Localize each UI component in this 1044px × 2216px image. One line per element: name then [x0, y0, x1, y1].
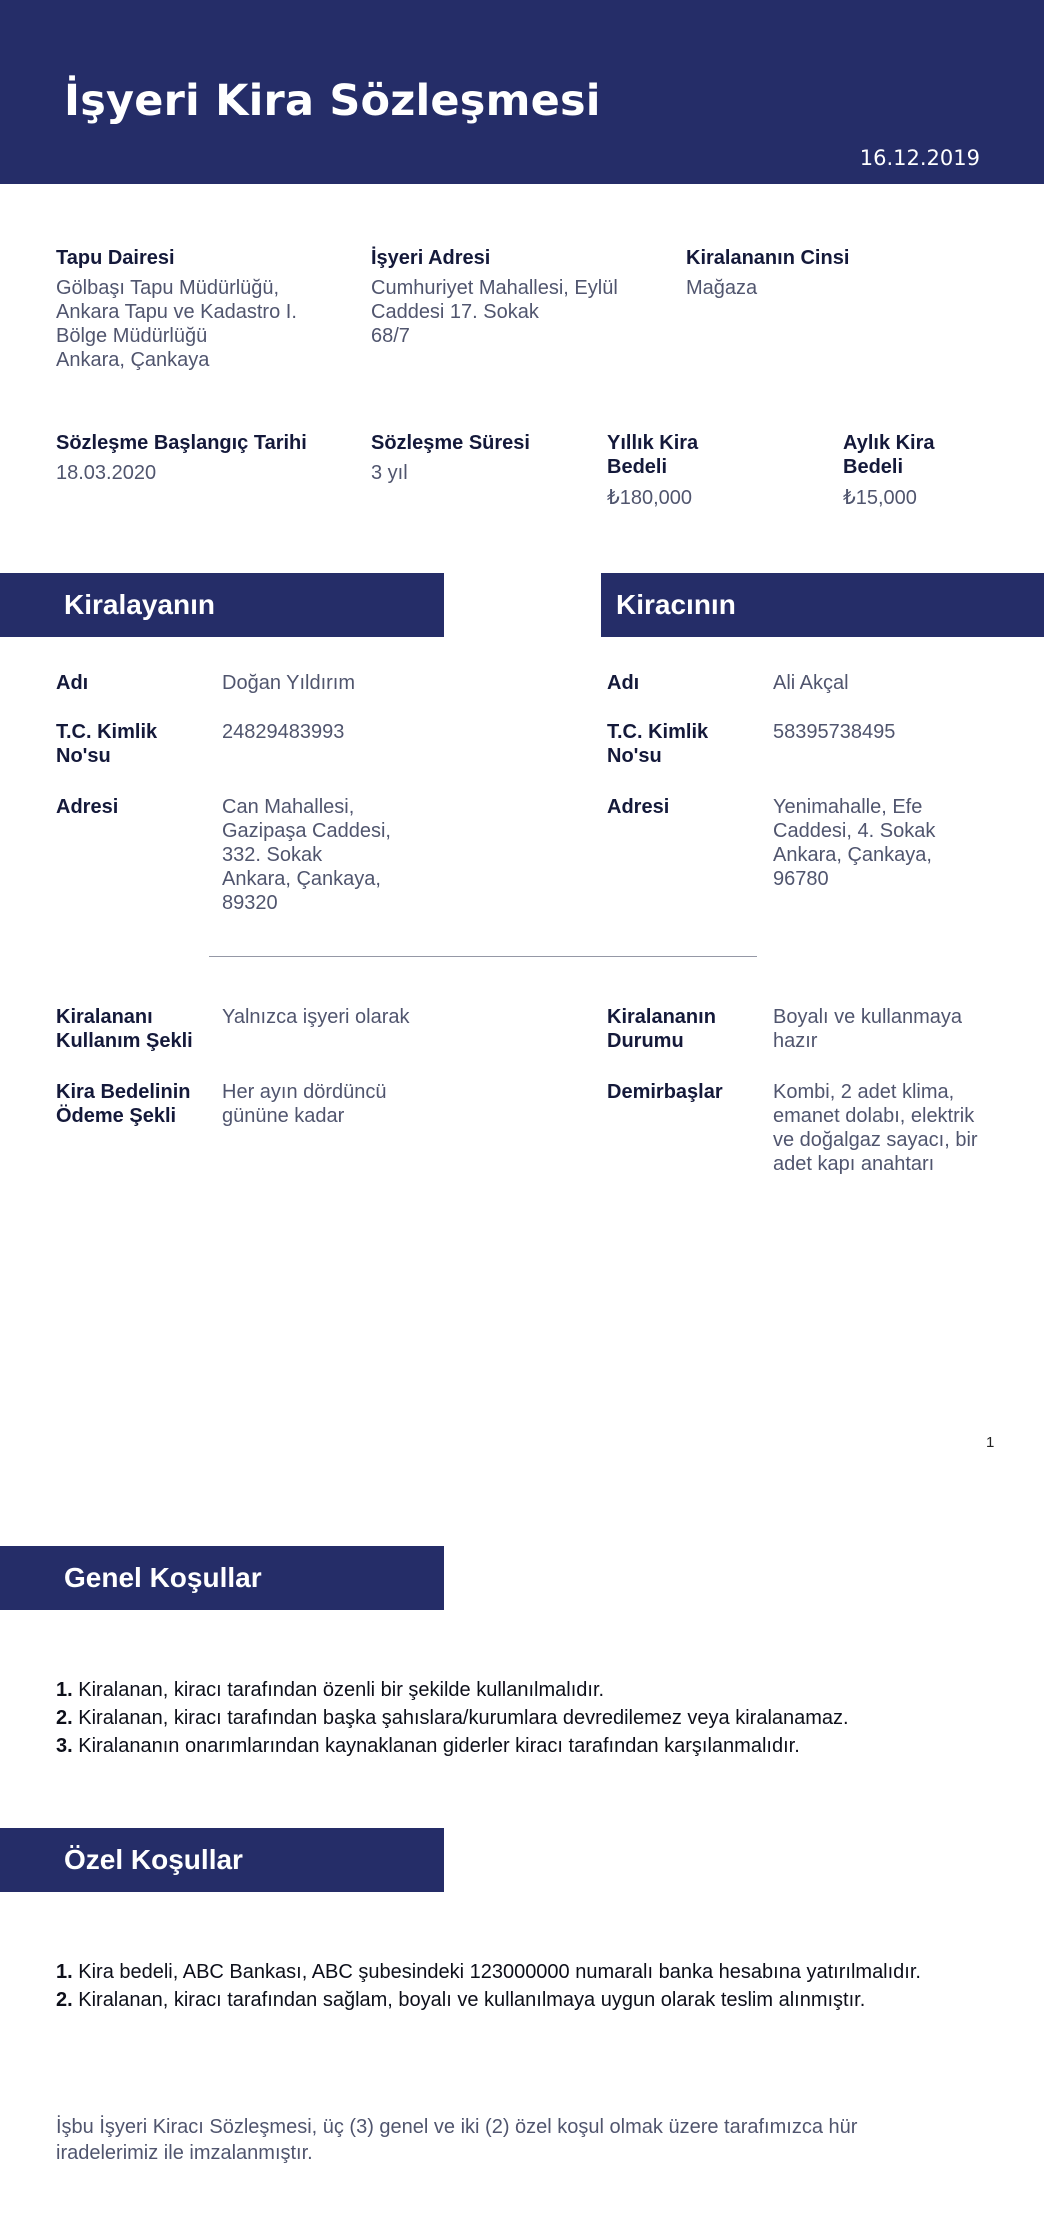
kiraci-adres-label: Adresi — [607, 796, 670, 818]
demirbaslar-line: ve doğalgaz sayacı, bir — [773, 1129, 978, 1151]
kiralayan-ad-value: Doğan Yıldırım — [222, 672, 356, 694]
sozlesme-suresi-value: 3 yıl — [371, 462, 408, 484]
kiralayan-tc-label-line: T.C. Kimlik — [56, 721, 158, 743]
tapu-dairesi-value — [56, 276, 297, 372]
odeme-sekli-value — [222, 1080, 387, 1128]
odeme-sekli-label-line: Kira Bedelinin — [56, 1081, 191, 1103]
yillik-kira-value: ₺180,000 — [607, 487, 693, 509]
section-divider — [209, 956, 757, 957]
kiralayan-tc-value: 24829483993 — [222, 721, 345, 743]
kiralayan-adres-line: Gazipaşa Caddesi, — [222, 820, 391, 842]
kiralanan-cinsi-value: Mağaza — [686, 277, 758, 299]
kiralanan-durumu-value — [773, 1005, 962, 1053]
ozel-kosul-text: Kiralanan, kiracı tarafından sağlam, boyalı ve kullanılmaya uygun olarak teslim alınmıştır. — [72, 1989, 866, 2011]
kiralayan-ad-label: Adı — [56, 672, 89, 694]
kiralayan-adres-line: Ankara, Çankaya, — [222, 868, 381, 890]
tapu-dairesi-line: Bölge Müdürlüğü — [56, 325, 208, 347]
kiraci-ad-label: Adı — [607, 672, 640, 694]
kullanim-sekli-value: Yalnızca işyeri olarak — [222, 1006, 410, 1028]
demirbaslar-line: emanet dolabı, elektrik — [773, 1105, 975, 1127]
kiralanan-durumu-label-line: Durumu — [607, 1030, 684, 1052]
isyeri-adresi-value — [371, 276, 618, 348]
kiralayan-adres-value — [222, 795, 391, 915]
kiraci-tc-label-line: No'su — [607, 745, 662, 767]
isyeri-adresi-label: İşyeri Adresi — [371, 247, 491, 269]
kiralanan-durumu-line: Boyalı ve kullanmaya — [773, 1006, 962, 1028]
isyeri-adresi-line: Caddesi 17. Sokak — [371, 301, 539, 323]
genel-kosul-text: Kiralananın onarımlarından kaynaklanan giderler kiracı tarafından karşılanmalıdır. — [72, 1735, 800, 1757]
kiraci-tc-label — [607, 720, 708, 768]
aylik-kira-label — [843, 431, 935, 479]
kiralayan-tc-label-line: No'su — [56, 745, 111, 767]
kiraci-adres-value — [773, 795, 935, 891]
baslangic-tarihi-label: Sözleşme Başlangıç Tarihi — [56, 432, 307, 454]
genel-kosul-number: 2. — [56, 1707, 73, 1729]
odeme-sekli-line: Her ayın dördüncü — [222, 1081, 387, 1103]
isyeri-adresi-line: Cumhuriyet Mahallesi, Eylül — [371, 277, 618, 299]
ozel-kosullar-list — [56, 1958, 921, 2014]
yillik-kira-label-line: Bedeli — [607, 456, 668, 478]
genel-kosul-item — [56, 1704, 849, 1732]
genel-kosul-text: Kiralanan, kiracı tarafından başka şahıslara/kurumlara devredilemez veya kiralanamaz. — [72, 1707, 849, 1729]
baslangic-tarihi-value: 18.03.2020 — [56, 462, 157, 484]
kiraci-adres-line: Caddesi, 4. Sokak — [773, 820, 936, 842]
closing-line: İşbu İşyeri Kiracı Sözleşmesi, üç (3) genel ve iki (2) özel koşul olmak üzere tarafımızca hür — [56, 2116, 858, 2138]
genel-kosul-number: 3. — [56, 1735, 73, 1757]
ozel-kosul-text: Kira bedeli, ABC Bankası, ABC şubesindeki 123000000 numaralı banka hesabına yatırılmalıdır. — [72, 1961, 921, 1983]
kiraci-heading: Kiracının — [616, 589, 736, 620]
demirbaslar-line: Kombi, 2 adet klima, — [773, 1081, 955, 1103]
kiralayan-heading: Kiralayanın — [64, 589, 215, 620]
aylik-kira-value: ₺15,000 — [843, 487, 917, 509]
odeme-sekli-line: gününe kadar — [222, 1105, 345, 1127]
ozel-kosul-item — [56, 1958, 921, 1986]
page-number: 1 — [986, 1434, 995, 1451]
kiraci-adres-line: 96780 — [773, 868, 829, 890]
demirbaslar-label: Demirbaşlar — [607, 1081, 723, 1103]
closing-statement — [56, 2114, 956, 2166]
yillik-kira-label — [607, 431, 698, 479]
genel-kosul-item — [56, 1676, 849, 1704]
kiralanan-durumu-label-line: Kiralananın — [607, 1006, 716, 1028]
genel-kosul-number: 1. — [56, 1679, 73, 1701]
kullanim-sekli-label-line: Kiralananı — [56, 1006, 153, 1028]
isyeri-adresi-line: 68/7 — [371, 325, 410, 347]
closing-line: iradelerimiz ile imzalanmıştır. — [56, 2142, 313, 2164]
kiralanan-cinsi-label: Kiralananın Cinsi — [686, 247, 850, 269]
genel-kosul-text: Kiralanan, kiracı tarafından özenli bir şekilde kullanılmalıdır. — [72, 1679, 605, 1701]
document-date: 16.12.2019 — [859, 146, 980, 170]
tapu-dairesi-line: Ankara, Çankaya — [56, 349, 210, 371]
kiraci-tc-label-line: T.C. Kimlik — [607, 721, 709, 743]
kiralanan-durumu-line: hazır — [773, 1030, 818, 1052]
aylik-kira-label-line: Aylık Kira — [843, 432, 935, 454]
kiralayan-adres-line: 89320 — [222, 892, 278, 914]
sozlesme-suresi-label: Sözleşme Süresi — [371, 432, 530, 454]
kiraci-ad-value: Ali Akçal — [773, 672, 849, 694]
kiralanan-durumu-label — [607, 1005, 716, 1053]
kiralayan-adres-line: Can Mahallesi, — [222, 796, 355, 818]
ozel-kosul-number: 2. — [56, 1989, 73, 2011]
demirbaslar-value — [773, 1080, 978, 1176]
tapu-dairesi-line: Ankara Tapu ve Kadastro I. — [56, 301, 297, 323]
yillik-kira-label-line: Yıllık Kira — [607, 432, 699, 454]
tapu-dairesi-line: Gölbaşı Tapu Müdürlüğü, — [56, 277, 280, 299]
genel-kosullar-list — [56, 1676, 849, 1760]
kiraci-adres-line: Yenimahalle, Efe — [773, 796, 923, 818]
aylik-kira-label-line: Bedeli — [843, 456, 904, 478]
kiralayan-adres-label: Adresi — [56, 796, 119, 818]
kiraci-tc-value: 58395738495 — [773, 721, 896, 743]
odeme-sekli-label-line: Ödeme Şekli — [56, 1105, 177, 1127]
genel-kosul-item — [56, 1732, 849, 1760]
kiralayan-tc-label — [56, 720, 157, 768]
odeme-sekli-label — [56, 1080, 190, 1128]
kullanim-sekli-label-line: Kullanım Şekli — [56, 1030, 193, 1052]
kiralayan-adres-line: 332. Sokak — [222, 844, 323, 866]
kiraci-adres-line: Ankara, Çankaya, — [773, 844, 932, 866]
ozel-kosul-number: 1. — [56, 1961, 73, 1983]
tapu-dairesi-label: Tapu Dairesi — [56, 247, 175, 269]
ozel-kosullar-heading: Özel Koşullar — [64, 1844, 243, 1875]
ozel-kosul-item — [56, 1986, 921, 2014]
kullanim-sekli-label — [56, 1005, 193, 1053]
demirbaslar-line: adet kapı anahtarı — [773, 1153, 935, 1175]
genel-kosullar-heading: Genel Koşullar — [64, 1562, 262, 1593]
document-title: İşyeri Kira Sözleşmesi — [64, 76, 601, 126]
